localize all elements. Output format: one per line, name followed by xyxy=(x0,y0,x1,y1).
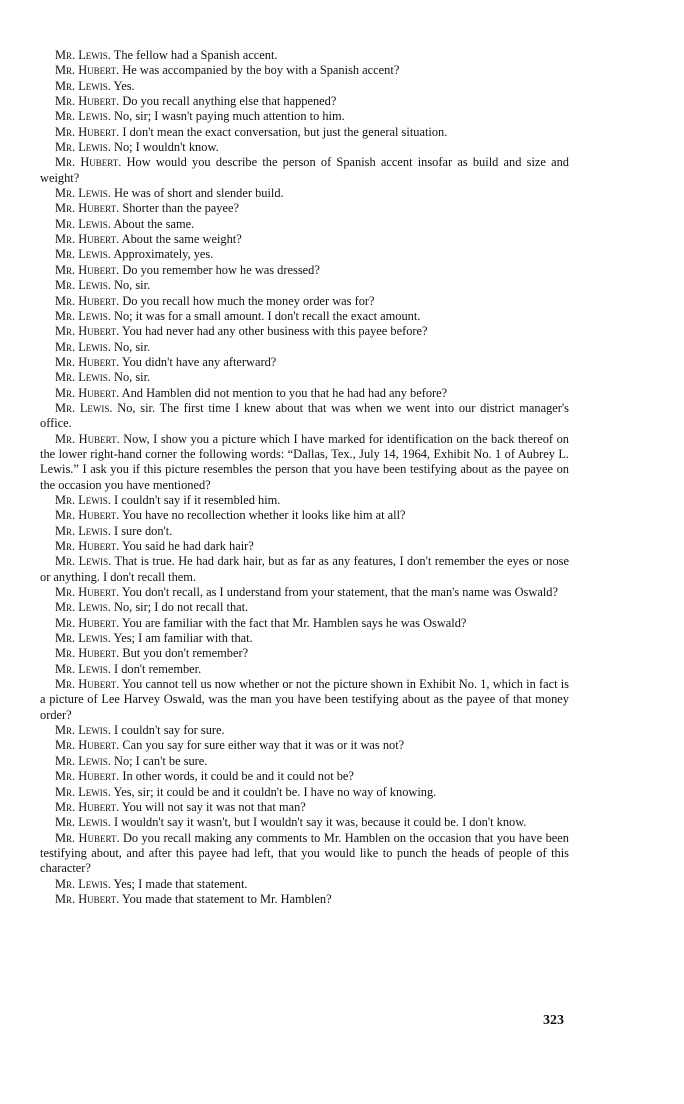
testimony-text: No, sir; I do not recall that. xyxy=(114,600,249,615)
testimony-text: You cannot tell us now whether or not the picture shown in Exhibit No. 1, which in fact is a picture of Lee Harvey Oswald, was the man you have been testifying about as the payee of that money order? xyxy=(40,677,569,722)
testimony-text: The fellow had a Spanish accent. xyxy=(113,48,278,62)
testimony-paragraph xyxy=(40,738,569,753)
speaker-name: Mr. Lewis. xyxy=(55,723,111,738)
testimony-text: Yes; I made that statement. xyxy=(113,876,248,891)
testimony-paragraph xyxy=(40,201,569,216)
testimony-paragraph xyxy=(40,94,569,109)
speaker-name: Mr. Hubert. xyxy=(55,232,120,247)
testimony-paragraph xyxy=(40,769,569,784)
speaker-name: Mr. Lewis. xyxy=(55,78,111,93)
testimony-text: No, sir. xyxy=(114,370,151,385)
testimony-text: You said he had dark hair? xyxy=(121,539,254,553)
testimony-text: Shorter than the payee? xyxy=(122,201,239,216)
testimony-text: Yes; I am familiar with that. xyxy=(113,631,253,646)
testimony-text: About the same. xyxy=(113,216,195,231)
speaker-name: Mr. Lewis. xyxy=(55,876,111,891)
testimony-text: Do you remember how he was dressed? xyxy=(122,262,320,277)
testimony-text: Yes, sir; it could be and it couldn't be. I have no way of knowing. xyxy=(113,784,437,799)
testimony-paragraph xyxy=(40,247,569,262)
speaker-name: Mr. Hubert. xyxy=(55,431,120,446)
speaker-name: Mr. Lewis. xyxy=(55,784,111,799)
speaker-name: Mr. Hubert. xyxy=(55,124,120,139)
testimony-text: Now, I show you a picture which I have marked for identification on the back thereof on the lower right-hand corner the following words: “Dallas, Tex., July 14, 1964, Exhibit No. 1 of Aubrey L. Lewis.” I ask you if this picture resembles the person that you have been testifying about as the payee on the occasion you have mentioned? xyxy=(40,431,569,492)
speaker-name: Mr. Hubert. xyxy=(55,830,120,845)
testimony-paragraph xyxy=(40,877,569,892)
speaker-name: Mr. Lewis. xyxy=(55,400,113,415)
testimony-paragraph xyxy=(40,386,569,401)
testimony-paragraph xyxy=(40,109,569,124)
testimony-text: I couldn't say for sure. xyxy=(114,723,225,738)
speaker-name: Mr. Hubert. xyxy=(55,677,120,692)
testimony-text: You have no recollection whether it looks like him at all? xyxy=(121,508,406,523)
testimony-paragraph xyxy=(40,493,569,508)
testimony-text: In other words, it could be and it could not be? xyxy=(122,769,354,784)
testimony-text: No, sir. The first time I knew about that was when we went into our district manager's office. xyxy=(40,400,569,431)
testimony-text: You are familiar with the fact that Mr. Hamblen says he was Oswald? xyxy=(121,615,467,630)
testimony-text: Can you say for sure either way that it was or it was not? xyxy=(122,738,405,753)
speaker-name: Mr. Lewis. xyxy=(55,339,111,354)
testimony-paragraph xyxy=(40,263,569,278)
testimony-paragraph xyxy=(40,217,569,232)
testimony-text: No; I wouldn't know. xyxy=(114,140,219,155)
testimony-text: He was accompanied by the boy with a Spanish accent? xyxy=(122,63,400,78)
testimony-paragraph xyxy=(40,892,569,907)
speaker-name: Mr. Lewis. xyxy=(55,278,111,293)
testimony-paragraph xyxy=(40,278,569,293)
speaker-name: Mr. Hubert. xyxy=(55,891,120,906)
testimony-text: You will not say it was not that man? xyxy=(121,799,306,814)
testimony-text: No, sir. xyxy=(114,278,151,293)
transcript-page xyxy=(40,48,569,907)
speaker-name: Mr. Lewis. xyxy=(55,554,112,569)
speaker-name: Mr. Hubert. xyxy=(55,385,120,400)
testimony-text: No, sir; I wasn't paying much attention to him. xyxy=(114,109,345,124)
speaker-name: Mr. Lewis. xyxy=(55,523,111,538)
testimony-text: I don't remember. xyxy=(114,661,202,676)
testimony-paragraph xyxy=(40,539,569,554)
testimony-paragraph xyxy=(40,186,569,201)
testimony-paragraph xyxy=(40,723,569,738)
testimony-paragraph xyxy=(40,140,569,155)
speaker-name: Mr. Lewis. xyxy=(55,753,111,768)
speaker-name: Mr. Lewis. xyxy=(55,48,111,62)
speaker-name: Mr. Hubert. xyxy=(55,354,120,369)
testimony-paragraph xyxy=(40,646,569,661)
speaker-name: Mr. Hubert. xyxy=(55,508,120,523)
testimony-text: You made that statement to Mr. Hamblen? xyxy=(121,891,332,906)
testimony-text: He was of short and slender build. xyxy=(114,186,284,201)
speaker-name: Mr. Hubert. xyxy=(55,201,120,216)
speaker-name: Mr. Lewis. xyxy=(55,186,111,201)
speaker-name: Mr. Lewis. xyxy=(55,631,111,646)
testimony-paragraph xyxy=(40,340,569,355)
testimony-paragraph xyxy=(40,401,569,432)
speaker-name: Mr. Hubert. xyxy=(55,646,120,661)
testimony-paragraph xyxy=(40,831,569,877)
speaker-name: Mr. Lewis. xyxy=(55,370,111,385)
speaker-name: Mr. Hubert. xyxy=(55,63,120,78)
testimony-text: I wouldn't say it wasn't, but I wouldn't say it was, because it could be. I don't know. xyxy=(114,815,527,830)
speaker-name: Mr. Lewis. xyxy=(55,661,111,676)
speaker-name: Mr. Hubert. xyxy=(55,324,120,339)
testimony-text: I couldn't say if it resembled him. xyxy=(114,492,281,507)
speaker-name: Mr. Lewis. xyxy=(55,492,111,507)
testimony-paragraph xyxy=(40,370,569,385)
speaker-name: Mr. Hubert. xyxy=(55,615,120,630)
testimony-paragraph xyxy=(40,631,569,646)
page-number: 323 xyxy=(543,1013,564,1028)
testimony-paragraph xyxy=(40,309,569,324)
testimony-text: You had never had any other business with this payee before? xyxy=(121,324,428,339)
speaker-name: Mr. Lewis. xyxy=(55,109,111,124)
testimony-paragraph xyxy=(40,815,569,830)
speaker-name: Mr. Hubert. xyxy=(55,585,120,600)
speaker-name: Mr. Hubert. xyxy=(55,94,120,109)
speaker-name: Mr. Lewis. xyxy=(55,600,111,615)
speaker-name: Mr. Lewis. xyxy=(55,216,111,231)
testimony-text: Yes. xyxy=(113,78,135,93)
testimony-paragraph xyxy=(40,294,569,309)
testimony-paragraph xyxy=(40,79,569,94)
testimony-text: But you don't remember? xyxy=(122,646,249,661)
speaker-name: Mr. Hubert. xyxy=(55,155,122,170)
testimony-text: Approximately, yes. xyxy=(113,247,214,262)
testimony-paragraph xyxy=(40,800,569,815)
speaker-name: Mr. Lewis. xyxy=(55,815,111,830)
speaker-name: Mr. Lewis. xyxy=(55,308,111,323)
testimony-text: You don't recall, as I understand from your statement, that the man's name was Oswald? xyxy=(121,585,558,600)
testimony-paragraph xyxy=(40,600,569,615)
testimony-text: Do you recall how much the money order was for? xyxy=(122,293,375,308)
testimony-paragraph xyxy=(40,524,569,539)
testimony-text: No, sir. xyxy=(114,339,151,354)
speaker-name: Mr. Lewis. xyxy=(55,140,111,155)
speaker-name: Mr. Hubert. xyxy=(55,539,120,553)
testimony-paragraph xyxy=(40,63,569,78)
speaker-name: Mr. Hubert. xyxy=(55,738,120,753)
testimony-text: How would you describe the person of Spanish accent insofar as build and size and weight? xyxy=(40,155,569,185)
testimony-paragraph xyxy=(40,785,569,800)
testimony-text: I sure don't. xyxy=(114,523,173,538)
testimony-text: You didn't have any afterward? xyxy=(121,354,277,369)
testimony-paragraph xyxy=(40,432,569,493)
testimony-paragraph xyxy=(40,554,569,585)
testimony-text: No; it was for a small amount. I don't recall the exact amount. xyxy=(114,308,421,323)
testimony-text: About the same weight? xyxy=(121,232,242,247)
speaker-name: Mr. Hubert. xyxy=(55,799,120,814)
speaker-name: Mr. Lewis. xyxy=(55,247,111,262)
testimony-paragraph xyxy=(40,754,569,769)
testimony-text: Do you recall anything else that happened? xyxy=(122,94,337,109)
testimony-paragraph xyxy=(40,155,569,186)
testimony-paragraph xyxy=(40,662,569,677)
testimony-text: No; I can't be sure. xyxy=(114,753,208,768)
testimony-paragraph xyxy=(40,616,569,631)
testimony-text: I don't mean the exact conversation, but just the general situation. xyxy=(122,124,448,139)
testimony-text: Do you recall making any comments to Mr. Hamblen on the occasion that you have been testifying about, and after this payee had left, that you would like to punch the heads of people of this character? xyxy=(40,830,569,876)
testimony-paragraph xyxy=(40,585,569,600)
testimony-text: And Hamblen did not mention to you that he had had any before? xyxy=(121,385,448,400)
testimony-text: That is true. He had dark hair, but as far as any features, I don't remember the eyes or nose or anything. I don't recall them. xyxy=(40,554,569,584)
testimony-paragraph xyxy=(40,125,569,140)
speaker-name: Mr. Hubert. xyxy=(55,769,120,784)
testimony-paragraph xyxy=(40,48,569,63)
testimony-paragraph xyxy=(40,508,569,523)
testimony-paragraph xyxy=(40,677,569,723)
speaker-name: Mr. Hubert. xyxy=(55,293,120,308)
testimony-paragraph xyxy=(40,355,569,370)
testimony-paragraph xyxy=(40,232,569,247)
testimony-paragraph xyxy=(40,324,569,339)
speaker-name: Mr. Hubert. xyxy=(55,262,120,277)
